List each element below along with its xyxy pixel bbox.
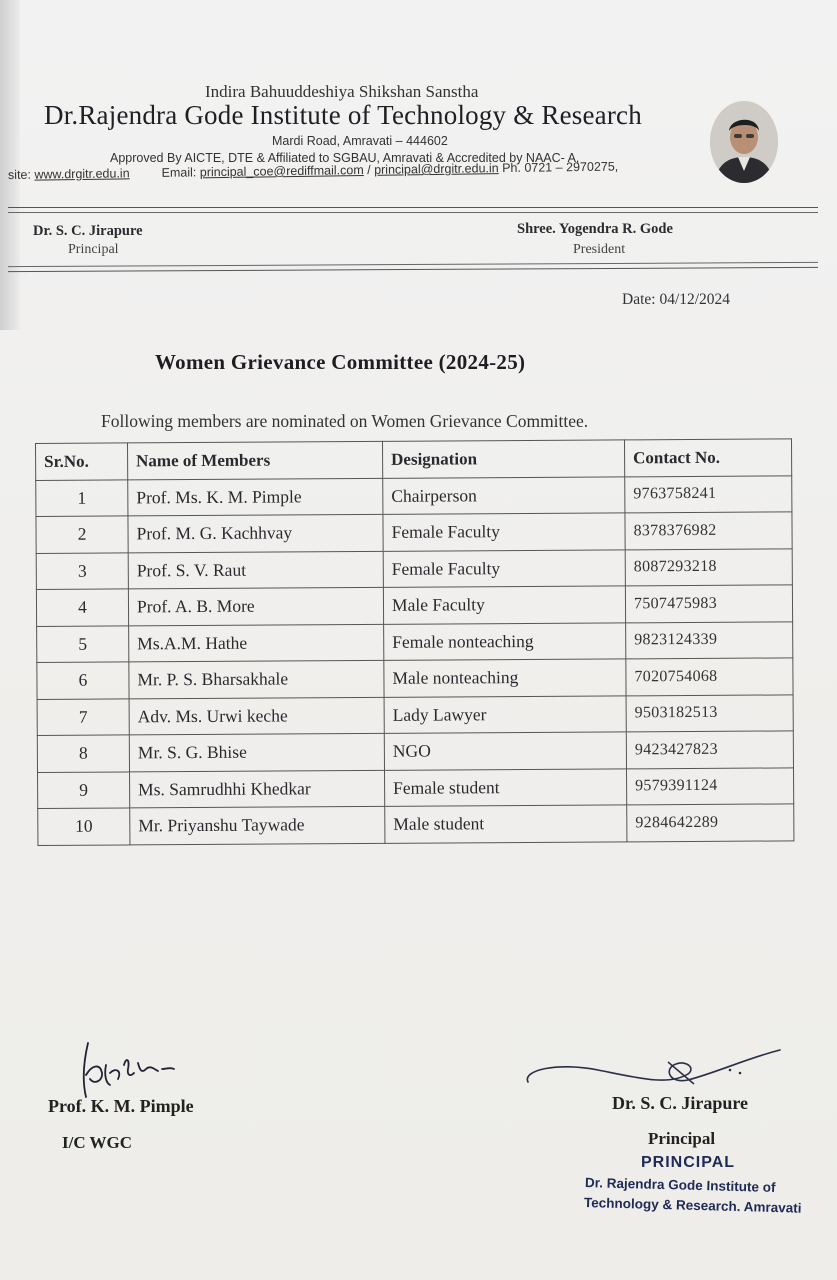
- table-row: [36, 548, 792, 589]
- cell-designation: Chairperson: [383, 476, 625, 514]
- header-name: Name of Members: [128, 441, 383, 479]
- email-link-2[interactable]: principal@drgitr.edu.in: [374, 161, 499, 177]
- cell-designation: Female student: [385, 768, 627, 806]
- table-row: [36, 585, 792, 626]
- cell-sr: 7: [37, 698, 129, 735]
- stamp-institute-line: Dr. Rajendra Gode Institute of: [584, 1175, 776, 1195]
- table-row: [36, 512, 792, 553]
- table-row: [37, 658, 793, 699]
- cell-designation: Female Faculty: [383, 513, 625, 551]
- email-link-1[interactable]: principal_coe@rediffmail.com: [199, 163, 364, 180]
- table-header-row: [36, 439, 792, 480]
- cell-designation: Female Faculty: [383, 549, 625, 587]
- cell-name: Prof. M. G. Kachhvay: [128, 514, 383, 552]
- cell-designation: Male student: [385, 805, 627, 843]
- founder-portrait: [710, 101, 778, 183]
- cell-name: Prof. S. V. Raut: [128, 551, 383, 589]
- phone-number: Ph. 0721 – 2970275,: [498, 159, 619, 176]
- intro-text: Following members are nominated on Women Grievance Committee.: [101, 411, 589, 431]
- table-row: [36, 475, 792, 516]
- cell-sr: 3: [36, 552, 128, 589]
- cell-name: Ms. Samrudhhi Khedkar: [130, 770, 385, 808]
- signatory-right-role: Principal: [648, 1129, 716, 1148]
- cell-name: Mr. S. G. Bhise: [129, 733, 384, 771]
- email-separator: /: [363, 162, 375, 178]
- members-table: [35, 438, 794, 845]
- society-name: Indira Bahuuddeshiya Shikshan Sanstha: [205, 82, 479, 101]
- cell-contact: 7507475983: [625, 585, 792, 623]
- cell-designation: Female nonteaching: [384, 622, 626, 660]
- cell-contact: 9284642289: [627, 804, 794, 842]
- table-row: [37, 731, 793, 772]
- cell-name: Mr. Priyanshu Taywade: [130, 806, 385, 844]
- president-name-header: Shree. Yogendra R. Gode: [517, 221, 673, 237]
- binding-edge: [0, 0, 20, 330]
- cell-contact: 7020754068: [626, 658, 793, 696]
- signature-left: [70, 1035, 190, 1105]
- cell-contact: 9579391124: [626, 767, 793, 805]
- approval-line: Approved By AICTE, DTE & Affiliated to SGBAU, Amravati & Accredited by NAAC- A,: [110, 151, 580, 165]
- cell-sr: 9: [38, 771, 130, 808]
- website-label: site:: [7, 167, 32, 182]
- header-rule-bottom: [8, 267, 818, 272]
- table-row: [38, 804, 794, 845]
- cell-name: Prof. Ms. K. M. Pimple: [128, 478, 383, 516]
- table-row: [37, 621, 793, 662]
- cell-contact: 9423427823: [626, 731, 793, 769]
- principal-name-header: Dr. S. C. Jirapure: [33, 223, 143, 239]
- table-row: [38, 767, 794, 808]
- cell-contact: 8087293218: [625, 548, 792, 586]
- header-designation: Designation: [382, 440, 624, 478]
- signatory-left-name: Prof. K. M. Pimple: [48, 1096, 194, 1116]
- cell-designation: Male nonteaching: [384, 659, 626, 697]
- cell-contact: 9823124339: [626, 621, 793, 659]
- institute-address: Mardi Road, Amravati – 444602: [272, 134, 448, 148]
- cell-contact: 8378376982: [625, 512, 792, 550]
- website-link[interactable]: www.drgitr.edu.in: [34, 166, 130, 182]
- cell-designation: Lady Lawyer: [384, 695, 626, 733]
- president-title-header: President: [573, 242, 626, 257]
- header-rule-top: [8, 207, 818, 208]
- institute-name: Dr.Rajendra Gode Institute of Technology & Research: [44, 100, 642, 130]
- cell-sr: 5: [37, 625, 129, 662]
- cell-contact: 9503182513: [626, 694, 793, 732]
- signatory-left-role: I/C WGC: [62, 1133, 133, 1152]
- cell-contact: 9763758241: [625, 475, 792, 513]
- header-contact: Contact No.: [624, 439, 791, 477]
- cell-name: Adv. Ms. Urwi keche: [129, 697, 384, 735]
- principal-title-header: Principal: [68, 242, 119, 257]
- cell-sr: 8: [37, 735, 129, 772]
- cell-name: Prof. A. B. More: [128, 587, 383, 625]
- document-title: Women Grievance Committee (2024-25): [155, 350, 526, 374]
- table-row: [37, 694, 793, 735]
- cell-designation: NGO: [384, 732, 626, 770]
- cell-sr: 4: [36, 589, 128, 626]
- email-label: Email:: [161, 165, 197, 180]
- signatory-right-name: Dr. S. C. Jirapure: [612, 1093, 749, 1113]
- header-rule-bottom-thin: [8, 262, 818, 267]
- cell-sr: 2: [36, 516, 128, 553]
- document-date: Date: 04/12/2024: [622, 291, 731, 308]
- contact-line: [8, 159, 618, 182]
- cell-name: Mr. P. S. Bharsakhale: [129, 660, 384, 698]
- stamp-title: PRINCIPAL: [641, 1154, 736, 1171]
- header-rule-top-thin: [8, 212, 818, 213]
- stamp-location-line: Technology & Research. Amravati: [583, 1195, 802, 1216]
- header-sr-no: Sr.No.: [36, 443, 128, 480]
- cell-name: Ms.A.M. Hathe: [129, 624, 384, 662]
- cell-designation: Male Faculty: [383, 586, 625, 624]
- signature-right: [518, 1040, 788, 1095]
- cell-sr: 6: [37, 662, 129, 699]
- cell-sr: 1: [36, 479, 128, 516]
- cell-sr: 10: [38, 808, 130, 845]
